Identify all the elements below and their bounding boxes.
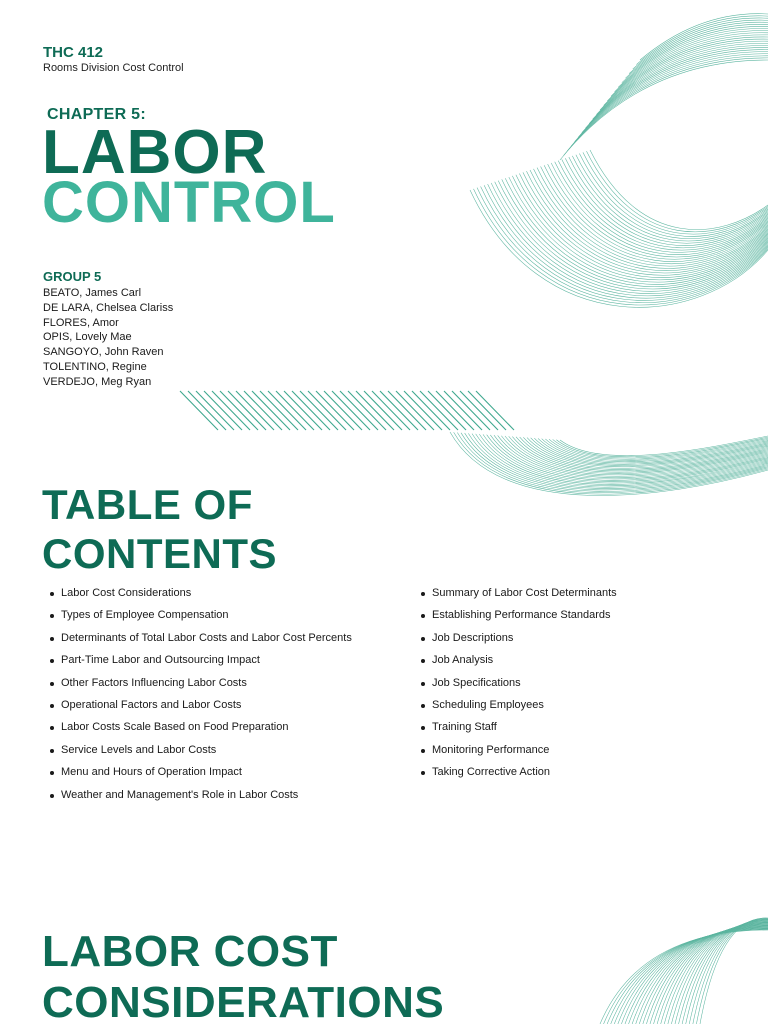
toc-item: Determinants of Total Labor Costs and Labor Cost Percents: [49, 627, 352, 649]
group-label: GROUP 5: [43, 269, 102, 284]
bottom-wave-decoration: [600, 918, 768, 1024]
course-code: THC 412: [43, 44, 104, 61]
toc-item: Operational Factors and Labor Costs: [49, 694, 352, 716]
group-member: OPIS, Lovely Mae: [43, 331, 132, 344]
toc-item: Establishing Performance Standards: [420, 604, 617, 626]
toc-item: Taking Corrective Action: [420, 761, 617, 783]
toc-item: Scheduling Employees: [420, 694, 617, 716]
toc-left-column: [49, 582, 352, 806]
course-title: Rooms Division Cost Control: [43, 62, 184, 74]
toc-item: Job Analysis: [420, 649, 617, 671]
section-title-line2: CONSIDERATIONS: [42, 978, 445, 1027]
top-wave-decoration: [470, 14, 768, 308]
toc-item: Job Descriptions: [420, 627, 617, 649]
toc-item: Summary of Labor Cost Determinants: [420, 582, 617, 604]
toc-item: Menu and Hours of Operation Impact: [49, 761, 352, 783]
section-title-line1: LABOR COST: [42, 927, 338, 976]
toc-item: Types of Employee Compensation: [49, 604, 352, 626]
toc-item: Labor Cost Considerations: [49, 582, 352, 604]
toc-item: Training Staff: [420, 716, 617, 738]
chapter-label: CHAPTER 5:: [47, 106, 147, 123]
group-member: BEATO, James Carl: [43, 287, 142, 299]
toc-title-line2: CONTENTS: [42, 530, 277, 577]
cover-title-line2: CONTROL: [42, 170, 336, 235]
group-member: FLORES, Amor: [43, 316, 119, 329]
toc-item: Other Factors Influencing Labor Costs: [49, 672, 352, 694]
toc-item: Labor Costs Scale Based on Food Preparation: [49, 716, 352, 738]
cover-title-line1: LABOR: [42, 118, 268, 187]
group-members-list: [43, 286, 173, 390]
section-title: [42, 926, 444, 1028]
toc-title: [42, 480, 277, 578]
toc-item: Job Specifications: [420, 672, 617, 694]
toc-right-column: [420, 582, 617, 784]
toc-item: Part-Time Labor and Outsourcing Impact: [49, 649, 352, 671]
group-member: VERDEJO, Meg Ryan: [43, 375, 152, 388]
toc-item: Service Levels and Labor Costs: [49, 739, 352, 761]
toc-title-line1: TABLE OF: [42, 481, 253, 528]
toc-item: Monitoring Performance: [420, 739, 617, 761]
middle-wave-decoration: [450, 432, 768, 496]
group-member: TOLENTINO, Regine: [43, 360, 147, 373]
group-member: DE LARA, Chelsea Clariss: [43, 301, 174, 314]
group-member: SANGOYO, John Raven: [43, 346, 164, 359]
diagonal-hatch-decoration: [180, 391, 514, 430]
toc-item: Weather and Management's Role in Labor Costs: [49, 784, 352, 806]
